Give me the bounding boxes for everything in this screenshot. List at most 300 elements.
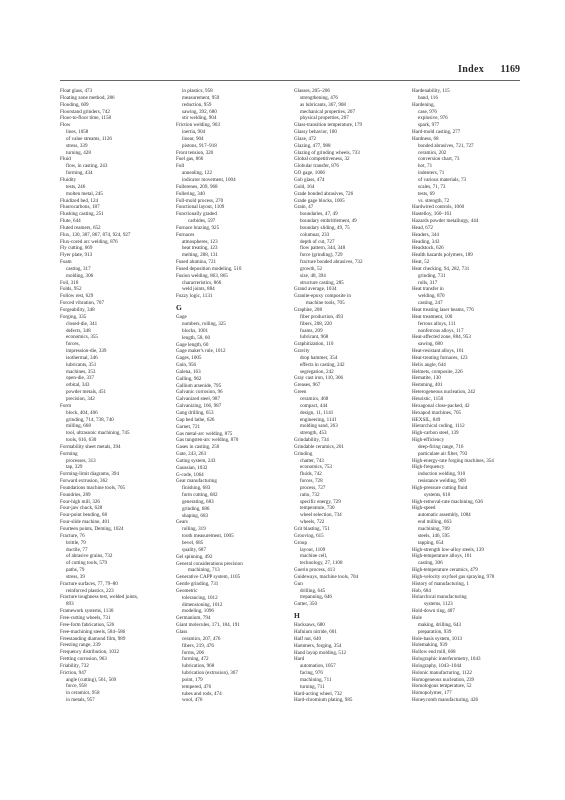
index-entry: Grindability, 734	[294, 437, 329, 444]
page-header	[60, 64, 520, 80]
index-subentry: blocks, 1001	[182, 327, 209, 334]
index-entry: Heat, 52	[412, 259, 430, 266]
index-subentry: machine cell,	[300, 553, 328, 560]
index-subentry: ceramics, 207, 476	[182, 635, 221, 642]
index-entry: Four-point bending, 68	[60, 512, 108, 519]
index-subentry: casting, 306	[418, 560, 443, 567]
index-entry: Gating system, 243	[176, 457, 216, 464]
index-entry: Hardening,	[412, 101, 435, 108]
index-subentry: fibers, 219, 476	[182, 642, 214, 649]
index-subentry: processes, 313	[66, 457, 96, 464]
index-entry: Greases, 967	[294, 382, 321, 389]
index-entry: Fracture toughness test, welded joints,	[60, 594, 139, 601]
index-subentry: of cutting tools, 579	[66, 560, 108, 567]
index-subentry: casting, 247	[418, 300, 443, 307]
index-subentry: molten metal, 245	[66, 190, 103, 197]
index-entry: HEXSIL, 849	[412, 416, 441, 423]
index-entry: Furnaces	[176, 231, 195, 238]
index-subentry: end milling, 663	[418, 519, 452, 526]
index-subentry: paths, 79	[66, 567, 85, 574]
index-subentry: resistance welding, 909	[418, 478, 466, 485]
index-entry: Fused deposition modeling, 510	[176, 265, 242, 272]
index-entry: Hazards powder metallurgy, 444	[412, 218, 479, 225]
index-subentry: making, drilling, 643	[418, 621, 462, 628]
index-entry: Fluid	[60, 156, 71, 163]
index-subentry: fracture bonded abrasives, 732	[300, 259, 363, 266]
index-entry: Flux-cored arc welding, 876	[60, 238, 118, 245]
index-entry: Holemaking, 939	[412, 642, 448, 649]
index-subentry: of value streams, 1126	[66, 135, 112, 142]
index-subentry: wheels, 722	[300, 519, 325, 526]
index-entry: Follow rest, 629	[60, 293, 94, 300]
index-entry: Fuzzy logic, 1131	[176, 293, 213, 300]
index-entry: Gage	[176, 314, 187, 321]
index-entry: Flow	[60, 122, 71, 129]
index-entry: Formability sheet metals, 394	[60, 443, 121, 450]
index-entry: Helix angle, 644	[412, 361, 446, 368]
index-entry: Grindable ceramics, 201	[294, 443, 344, 450]
index-entry: High-strength low-alloy steels, 139	[412, 546, 484, 553]
index-subentry: lines, 1058	[66, 129, 89, 136]
index-subentry: boundaries, 47, 49	[300, 211, 338, 218]
index-subentry: economics, 355	[66, 334, 98, 341]
index-entry: Glassy behavior, 180	[294, 129, 337, 136]
index-subentry: numbers, rolling, 325	[182, 321, 226, 327]
index-entry: Flux, 130, 387, 867, 874, 924, 927	[60, 231, 131, 238]
index-subentry: closed-die, 341	[66, 320, 98, 327]
index-entry: Flute, 644	[60, 218, 81, 225]
index-subentry: tubes and rods, 474	[182, 690, 222, 697]
index-entry: Functionally graded	[176, 211, 217, 218]
index-entry: Hafnium nitride, 601	[294, 628, 337, 635]
index-subentry: bevel, 685	[182, 540, 204, 546]
index-entry: Heat-treating furnaces, 123	[412, 354, 468, 361]
index-entry: Fracture surfaces, 77, 79–80	[60, 580, 118, 587]
index-entry: Forgeability, 348	[60, 307, 95, 313]
index-subentry: tests, 69	[418, 190, 435, 197]
index-entry: Foundries, 289	[60, 491, 91, 498]
index-subentry: design, 11, 1141	[300, 409, 334, 416]
index-entry: Group	[294, 539, 308, 546]
index-subentry: of various materials, 73	[418, 176, 467, 183]
index-entry: Gap bed lathe, 626	[176, 416, 215, 423]
index-subentry: carbides, 597	[188, 218, 216, 225]
index-subentry: nonferrous alloys, 117	[418, 327, 464, 334]
index-subentry: fluids, 742	[300, 471, 322, 478]
index-entry: Homopolymer, 177	[412, 690, 452, 697]
index-entry: Hacksaws, 680	[294, 622, 325, 629]
index-entry: Fly cutting, 669	[60, 245, 93, 252]
index-entry: Fullerenes, 209, 968	[176, 183, 218, 190]
index-subentry: as lubricants, 367, 968	[300, 101, 346, 108]
index-entry: Holonic manufacturing, 1122	[412, 669, 472, 676]
index-entry: Germanium, 794	[176, 615, 211, 622]
index-entry: High-speed	[412, 505, 436, 512]
index-subentry: finishing, 683	[182, 485, 211, 492]
index-subentry: bonded abrasives, 721, 727	[418, 142, 474, 149]
index-entry: Galvanizing, 166, 987	[176, 403, 222, 410]
index-subentry: turning, 428	[66, 149, 91, 156]
index-entry: Fluted reamers, 652	[60, 224, 101, 231]
index-entry: Health hazards polymers, 189	[412, 252, 473, 259]
index-entry: Free-machining steels, 584–586	[60, 628, 126, 635]
index-entry: Gages, 1005	[176, 355, 202, 362]
index-entry: Fluorocarbons, 187	[60, 204, 100, 211]
index-subentry: economics, 753	[300, 464, 332, 471]
index-subentry: tools, 616, 630	[66, 437, 97, 444]
index-entry: Gate, 243, 263	[176, 451, 206, 458]
index-subentry: rolls, 317	[418, 279, 438, 286]
index-entry: Gang drilling, 653	[176, 409, 214, 416]
index-entry: High-efficiency	[412, 437, 445, 444]
index-entry: High-velocity oxyfuel gas spraying, 978	[412, 573, 495, 580]
index-entry: Hard-mold casting, 277	[412, 129, 461, 136]
index-entry: Gain, 956	[176, 362, 197, 369]
index-entry: High-carbon steel, 139	[412, 430, 459, 437]
index-subentry: lubricants, 351	[66, 361, 97, 368]
index-subentry: vs. strength, 72	[418, 197, 450, 204]
index-subentry: force, 958	[66, 683, 87, 690]
index-subentry: orbital, 343	[66, 382, 90, 389]
index-subentry: systems, 1123	[424, 601, 453, 608]
index-subentry: band, 116	[418, 94, 438, 101]
index-entry: Hole	[412, 614, 422, 621]
index-subentry: rolling, 319	[182, 526, 206, 533]
index-subentry: machining, 711	[300, 676, 332, 683]
index-entry: Folds, 952	[60, 286, 82, 293]
index-subentry: explosive, 976	[418, 115, 448, 122]
index-entry: Hard	[294, 656, 305, 663]
index-entry: Floating zone method, 286	[60, 94, 115, 101]
index-entry: Hardness, 68	[412, 135, 439, 142]
index-subentry: tolerancing, 1012	[182, 594, 218, 601]
index-subentry: lubricant, 968	[300, 334, 329, 341]
index-entry: Grain, 47	[294, 204, 314, 211]
index-entry: Heat checking, 94, 282, 731	[412, 265, 470, 272]
index-entry: Freezing range, 239	[60, 642, 101, 649]
index-subentry: particulate air filter, 793	[418, 450, 468, 457]
index-entry: Front tension, 320	[176, 149, 214, 156]
index-entry: Fused alumina, 721	[176, 259, 217, 266]
index-subentry: drop hammer, 354	[300, 354, 338, 361]
index-entry: Gas tungsten-arc welding, 870	[176, 437, 239, 444]
index-subentry: force (grinding), 729	[300, 252, 343, 259]
index-subentry: open-die, 337	[66, 375, 95, 382]
index-entry: Foundations machine tools, 705	[60, 484, 126, 491]
index-subentry: tempered, 476	[182, 683, 212, 690]
page-number: 1169	[500, 64, 520, 75]
index-entry: Generative CAPP system, 1105	[176, 574, 241, 581]
index-entry: Gel spinning, 492	[176, 553, 213, 560]
index-subentry: stir welding, 904	[182, 115, 217, 122]
index-entry: Friction welding, 903	[176, 122, 221, 129]
index-subentry: wool, 476	[182, 697, 203, 704]
section-letter: G	[176, 303, 182, 313]
index-entry: Form	[60, 402, 72, 409]
index-entry: Fluidized bed, 124	[60, 197, 99, 204]
index-entry: Garnet, 721	[176, 423, 201, 430]
index-subentry: segregation, 242	[300, 368, 334, 375]
index-column-2	[176, 88, 284, 704]
index-entry: Guerin process, 413	[294, 567, 335, 574]
index-subentry: grinding, 731	[418, 272, 446, 279]
index-subentry: grinding, 714, 738, 740	[66, 416, 114, 423]
index-subentry: angle (cutting), 561, 569	[66, 676, 117, 683]
index-subentry: trepanning, 646	[300, 594, 332, 601]
index-entry: High-temperature alloys, 161	[412, 553, 472, 560]
index-subentry: grinding, 686	[182, 505, 210, 512]
index-entry: Flyer plate, 913	[60, 252, 93, 259]
index-entry: Holographic interferometry, 1043	[412, 656, 481, 663]
index-entry: Granite-epoxy composite in	[294, 293, 351, 300]
index-entry: Gutter, 350	[294, 601, 317, 608]
index-entry: Galvanic corrosion, 96	[176, 389, 223, 396]
index-entry: Four-jaw chuck, 628	[60, 505, 103, 512]
index-entry: Hob, 684	[412, 587, 431, 594]
index-entry: Free-form fabrication, 526	[60, 621, 115, 628]
index-entry: Fracture, 76	[60, 532, 85, 539]
index-entry: Gun	[294, 580, 303, 587]
index-subentry: boundary embrittlement, 49	[300, 218, 357, 225]
index-subentry: casting, 317	[66, 265, 91, 272]
header-rule	[60, 80, 520, 81]
index-subentry: mechanical properties, 207	[300, 108, 356, 115]
index-entry: Forward extrusion, 362	[60, 478, 108, 485]
index-entry: Hardenability, 115	[412, 88, 450, 94]
index-subentry: brittle, 79	[66, 539, 86, 546]
index-entry: Heat-affected zone, 884, 953	[412, 334, 471, 341]
index-entry: Free-cutting wheels, 731	[60, 614, 111, 621]
index-subentry: facing, 976	[300, 670, 323, 677]
index-subentry: precision, 342	[66, 395, 95, 402]
index-subentry: drilling, 645	[300, 587, 326, 594]
index-entry: Framework systems, 1130	[60, 608, 114, 615]
index-subentry: chatter, 743	[300, 457, 324, 464]
index-subentry: preparation, 939	[418, 628, 452, 635]
index-entry: Full-mold process, 270	[176, 197, 224, 204]
index-subentry: point, 179	[182, 676, 203, 683]
index-subentry: in ceramics, 958	[66, 690, 100, 697]
index-entry: Gears	[176, 519, 188, 526]
index-subentry: reinforced plastics, 223	[66, 587, 114, 594]
index-subentry: isothermal, 346	[66, 354, 98, 361]
index-entry: Grit blasting, 751	[294, 526, 330, 532]
index-subentry: specific energy, 729	[300, 498, 341, 505]
index-entry: Glass-transition temperature, 179	[294, 122, 363, 129]
index-subentry: annealing, 122	[182, 170, 212, 177]
index-entry: Functional layout, 1109	[176, 204, 225, 211]
index-entry: Hastelloy, 160–161	[412, 211, 452, 218]
index-subentry: physical properties, 207	[300, 115, 349, 122]
index-entry: G-code, 1064	[176, 471, 204, 478]
index-entry: Gas metal-arc welding, 875	[176, 430, 233, 437]
index-entry: GO gage, 1006	[294, 170, 325, 177]
index-subentry: structure casting, 285	[300, 279, 344, 286]
index-entry: Forging, 335	[60, 313, 87, 320]
index-subentry: compact, 444	[300, 402, 328, 409]
index-column-4	[412, 88, 520, 704]
index-subentry: measurement, 959	[182, 94, 220, 101]
index-entry: Gob glass, 474	[294, 176, 325, 183]
index-entry: Forced vibration, 707	[60, 300, 104, 307]
index-entry: Friability, 732	[60, 662, 89, 669]
index-subentry: wheel selection, 734	[300, 512, 342, 519]
index-entry: Forming	[60, 450, 78, 457]
index-subentry: spark, 977	[418, 122, 440, 129]
index-entry: Gage length, 60	[176, 341, 209, 348]
index-entry: Grooving, 615	[294, 532, 324, 539]
index-subentry: steels, 146, 595	[418, 532, 450, 539]
index-subentry: pistons, 917–918	[182, 142, 217, 149]
index-entry: Hollow end mill, 668	[412, 649, 456, 656]
index-entry: Hammers, forging, 354	[294, 642, 342, 649]
index-subentry: case, 976	[418, 108, 437, 115]
index-entry: Holarchical manufacturing	[412, 594, 467, 601]
index-entry: Full	[176, 163, 185, 170]
index-subentry: depth of cut, 727	[300, 238, 335, 245]
index-subentry: sawing, 680	[418, 341, 443, 348]
index-subentry: weld joints, 884	[182, 286, 215, 293]
index-entry: General considerations precision	[176, 560, 243, 567]
index-subentry: hot, 71	[418, 163, 433, 170]
index-entry: Gentle grinding, 731	[176, 581, 219, 588]
index-subentry: deep-firing range, 716	[418, 443, 464, 450]
index-subentry: block, 404, 406	[66, 409, 98, 416]
index-entry: Gray cast iron, 110, 306	[294, 375, 344, 382]
index-subentry: stress, 339	[66, 142, 88, 149]
index-subentry: quality, 687	[182, 546, 207, 553]
index-subentry: boundary sliding, 49, 75	[300, 224, 350, 231]
index-entry: Grand average, 1034	[294, 286, 337, 293]
index-entry: Globular transfer, 876	[294, 163, 339, 170]
index-entry: Half nut, 640	[294, 635, 322, 642]
index-subentry: dimensioning, 1012	[182, 601, 223, 608]
index-entry: Headstock, 626	[412, 245, 444, 252]
index-subentry: form cutting, 682	[182, 492, 218, 499]
index-subentry: powder metals, 451	[66, 389, 107, 396]
section-letter: H	[294, 611, 300, 621]
index-entry: Hexapod machines, 705	[412, 409, 462, 416]
index-subentry: size, 48, 394	[300, 272, 326, 279]
index-entry: Glazing of grinding wheels, 733	[294, 149, 360, 156]
index-subentry: foams, 209	[300, 327, 323, 334]
index-subentry: engineering, 1141	[300, 416, 337, 423]
index-subentry: machining, 713	[188, 567, 220, 574]
index-entry: Head, 672	[412, 224, 433, 231]
index-entry: Homologous temperature, 52	[412, 683, 472, 690]
index-entry: Fuel gas, 866	[176, 156, 204, 163]
index-subentry: ferrous alloys, 111	[418, 320, 456, 327]
index-entry: Glasses, 205–206	[294, 88, 330, 94]
index-subentry: tool, ultrasonic machining, 745	[66, 430, 130, 437]
index-entry: Hardwired controls, 1060	[412, 204, 465, 211]
index-subentry: characteristics, 866	[182, 279, 222, 286]
index-entry: Holography, 1043–1044	[412, 662, 462, 669]
index-entry: Fourteen points, Deming, 1024	[60, 526, 124, 532]
index-entry: Hematite, 130	[412, 375, 441, 382]
index-subentry: impression-die, 339	[66, 348, 107, 355]
index-entry: Frequency distribution, 1032	[60, 649, 119, 656]
index-entry: Foil, 318	[60, 279, 79, 286]
index-subentry: lubrication (extrusion), 367	[182, 670, 238, 677]
index-entry: High-energy-rate forging machines, 354	[412, 457, 494, 464]
index-subentry: machines, 353	[66, 368, 96, 375]
index-entry: Giant molecules, 171, 184, 191	[176, 622, 240, 629]
index-entry: Helmets, composite, 226	[412, 368, 463, 375]
index-subentry: 893	[66, 601, 74, 608]
index-entry: Flushing casting, 251	[60, 211, 104, 218]
index-subentry: lubrication, 968	[182, 663, 215, 670]
index-entry: Fluidity	[60, 176, 77, 183]
index-entry: Gravity	[294, 348, 310, 355]
index-entry: Floor-to-floor time, 1158	[60, 115, 112, 122]
index-subentry: ceramics, 468	[300, 395, 329, 402]
index-entry: Forming-limit diagrams, 394	[60, 471, 119, 478]
index-entry: Heterogeneous nucleation, 242	[412, 389, 476, 396]
index-entry: Grinding	[294, 450, 313, 457]
index-entry: High-temperature ceramics, 479	[412, 567, 478, 574]
index-subentry: heat treating, 123	[182, 245, 218, 252]
index-entry: Honeycomb manufacturing, 426	[412, 697, 479, 704]
index-entry: Hierarchical coding, 1112	[412, 423, 465, 430]
index-subentry: linear, 904	[182, 135, 204, 142]
index-subentry: molding sand, 263	[300, 423, 338, 430]
index-subentry: automation, 1057	[300, 663, 336, 670]
index-subentry: molding, 306	[66, 272, 94, 279]
index-entry: Graphite, 208	[294, 307, 323, 313]
index-entry: Gaussian, 1032	[176, 464, 208, 471]
index-entry: Glaze, 472	[294, 135, 317, 142]
index-subentry: flow pattern, 344, 348	[300, 245, 346, 252]
index-subentry: flow, in casting, 243	[66, 163, 108, 170]
index-entry: Heat-resistant alloys, 161	[412, 348, 464, 355]
index-subentry: process, 727	[300, 484, 326, 491]
index-subentry: columnar, 233	[300, 231, 330, 238]
index-subentry: defects, 348	[66, 327, 91, 334]
index-entry: Gold, 164	[294, 183, 315, 190]
index-entry: Global competitiveness, 32	[294, 156, 350, 163]
index-columns	[60, 88, 520, 768]
index-subentry: machining, 709	[418, 526, 450, 532]
index-subentry: forces, 728	[300, 478, 323, 485]
index-subentry: tapping, 654	[418, 539, 444, 546]
index-entry: Grade bonded abrasives, 726	[294, 190, 354, 197]
index-entry: Heat treatment, 100	[412, 313, 453, 320]
index-subentry: milling, 668	[66, 423, 91, 430]
index-subentry: reduction, 959	[182, 101, 212, 108]
index-entry: Hole-basis system, 1013	[412, 635, 462, 642]
index-column-1	[60, 88, 168, 704]
index-entry: Fretting corrosion, 963	[60, 656, 107, 663]
running-title: Index	[458, 64, 484, 75]
index-entry: Heat treating laser beams, 776	[412, 307, 474, 313]
index-subentry: technology, 27, 1108	[300, 560, 343, 567]
index-subentry: tap, 329	[66, 464, 83, 471]
index-subentry: systems, 610	[424, 491, 451, 498]
index-subentry: inertia, 904	[182, 129, 206, 136]
index-subentry: effects in casting, 242	[300, 361, 345, 368]
index-entry: High-removal-rate machining, 636	[412, 498, 483, 505]
index-subentry: fiber production, 493	[300, 313, 344, 320]
index-subentry: sawing, 392, 680	[182, 108, 217, 115]
index-entry: Hand layup molding, 512	[294, 649, 347, 656]
index-subentry: ratio, 732	[300, 491, 320, 498]
index-subentry: forms, 206	[182, 649, 205, 656]
index-subentry: conversion chart, 73	[418, 156, 460, 163]
index-subentry: melting, 288, 131	[182, 252, 218, 259]
index-entry: Geometric	[176, 587, 198, 594]
index-entry: Heat transfer in	[412, 286, 444, 293]
